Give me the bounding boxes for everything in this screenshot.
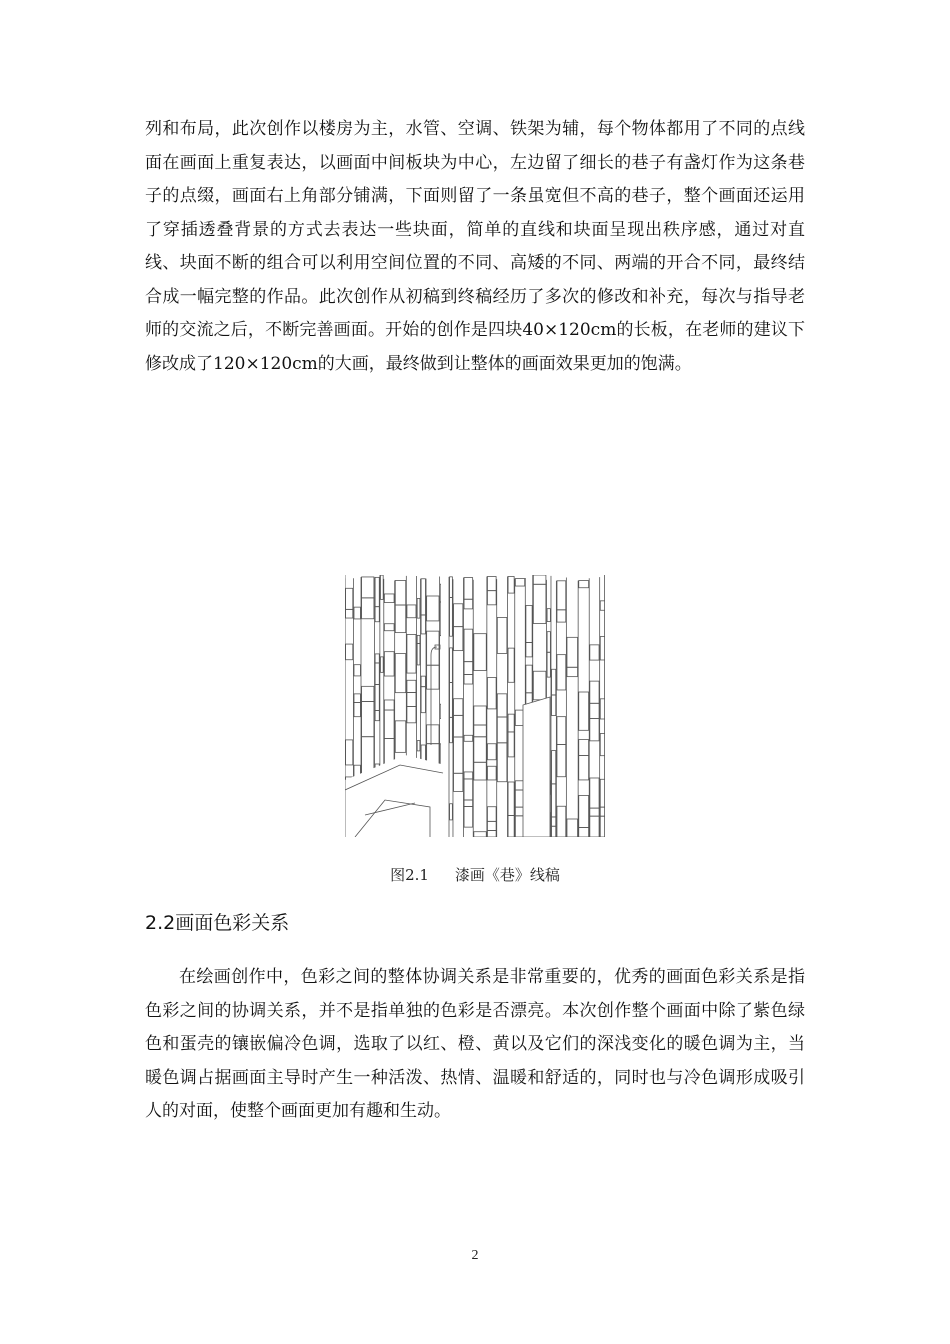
figure-line-drawing [345,575,605,837]
body-paragraph-2: 在绘画创作中，色彩之间的整体协调关系是非常重要的，优秀的画面色彩关系是指色彩之间的协调关系，并不是指单独的色彩是否漂亮。本次创作整个画面中除了紫色绿色和蛋壳的镶嵌偏冷色调，选取了以红、橙、黄以及它们的深浅变化的暖色调为主，当暖色调占据画面主导时产生一种活泼、热情、温暖和舒适的，同时也与冷色调形成吸引人的对面，使整个画面更加有趣和生动。 [145,967,805,1121]
line-drawing-artwork [345,575,605,837]
figure-number: 图2.1 [390,866,429,884]
figure-title: 漆画《巷》线稿 [454,866,560,884]
body-paragraph-1: 列和布局，此次创作以楼房为主，水管、空调、铁架为辅，每个物体都用了不同的点线面在画面上重复表达，以画面中间板块为中心，左边留了细长的巷子有盏灯作为这条巷子的点缀，画面右上角部分铺满，下面则留了一条虽宽但不高的巷子，整个画面还运用了穿插透叠背景的方式去表达一些块面，简单的直线和块面呈现出秩序感，通过对直线、块面不断的组合可以利用空间位置的不同、高矮的不同、两端的开合不同，最终结合成一幅完整的作品。此次创作从初稿到终稿经历了多次的修改和补充，每次与指导老师的交流之后，不断完善画面。开始的创作是四块40×120cm的长板，在老师的建议下修改成了120×120cm的大画，最终做到让整体的画面效果更加的饱满。 [145,119,805,374]
section-heading: 2.2画面色彩关系 [145,912,290,934]
page-number: 2 [471,1248,479,1263]
figure-caption [0,864,950,885]
